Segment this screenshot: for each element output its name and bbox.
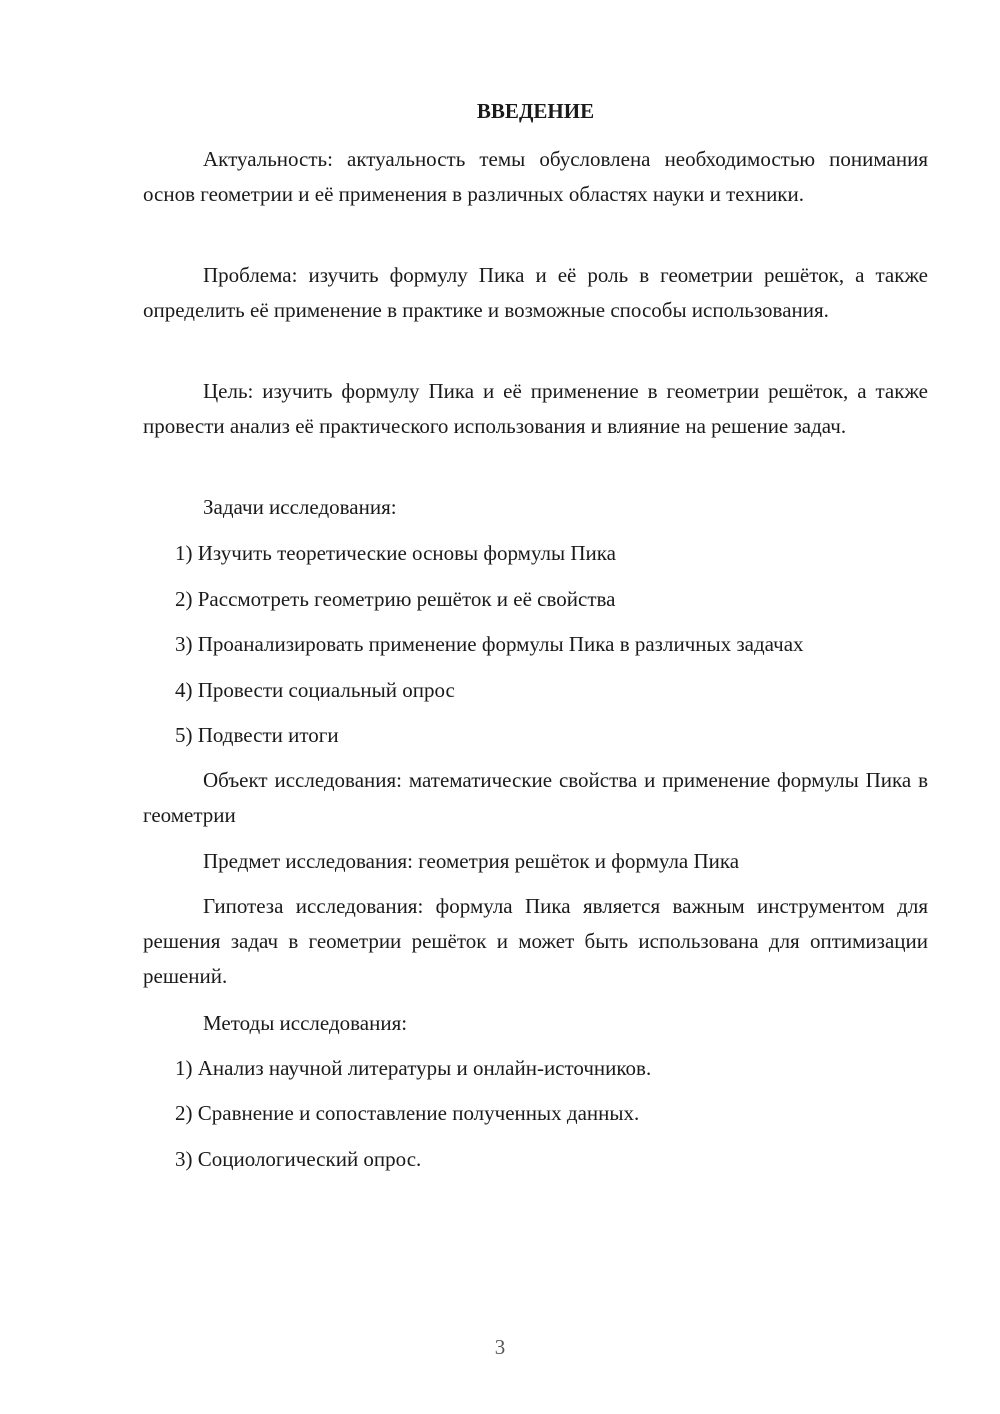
list-item: 4) Провести социальный опрос <box>175 678 455 702</box>
list-item: 2) Сравнение и сопоставление полученных данных. <box>175 1101 640 1125</box>
task-item-1 <box>143 536 928 571</box>
relevance-text: Актуальность: актуальность темы обусловлена необходимостью понимания основ геометрии и её применения в различных областях науки и техники. <box>143 147 928 206</box>
paragraph-subject <box>143 844 928 879</box>
problem-text: Проблема: изучить формулу Пика и её роль в геометрии решёток, а также определить её применение в практике и возможные способы использования. <box>143 263 928 322</box>
object-text: Объект исследования: математические свойства и применение формулы Пика в геометрии <box>143 768 928 827</box>
list-item: 3) Проанализировать применение формулы Пика в различных задачах <box>175 632 804 656</box>
method-item-3 <box>143 1142 928 1177</box>
paragraph-methods-label <box>143 1006 928 1041</box>
paragraph-problem <box>143 258 928 328</box>
subject-text: Предмет исследования: геометрия решёток и формула Пика <box>203 849 740 873</box>
list-item: 2) Рассмотреть геометрию решёток и её свойства <box>175 587 616 611</box>
paragraph-relevance <box>143 142 928 212</box>
goal-text: Цель: изучить формулу Пика и её применение в геометрии решёток, а также провести анализ её практического использования и влияние на решение задач. <box>143 379 928 438</box>
paragraph-hypothesis <box>143 889 928 994</box>
tasks-label: Задачи исследования: <box>203 495 397 519</box>
paragraph-object <box>143 763 928 833</box>
page-number: 3 <box>494 1335 506 1359</box>
task-item-5 <box>143 718 928 753</box>
paragraph-tasks-label <box>143 490 928 525</box>
page-title: ВВЕДЕНИЕ <box>476 99 595 123</box>
hypothesis-text: Гипотеза исследования: формула Пика является важным инструментом для решения задач в геометрии решёток и может быть использована для оптимизации решений. <box>143 894 928 988</box>
list-item: 1) Изучить теоретические основы формулы Пика <box>175 541 616 565</box>
method-item-2 <box>143 1096 928 1131</box>
task-item-4 <box>143 673 928 708</box>
task-item-2 <box>143 582 928 617</box>
methods-label: Методы исследования: <box>203 1011 408 1035</box>
list-item: 3) Социологический опрос. <box>175 1147 422 1171</box>
paragraph-goal <box>143 374 928 444</box>
method-item-1 <box>143 1051 928 1086</box>
task-item-3 <box>143 627 928 662</box>
list-item: 5) Подвести итоги <box>175 723 339 747</box>
list-item: 1) Анализ научной литературы и онлайн-источников. <box>175 1056 652 1080</box>
